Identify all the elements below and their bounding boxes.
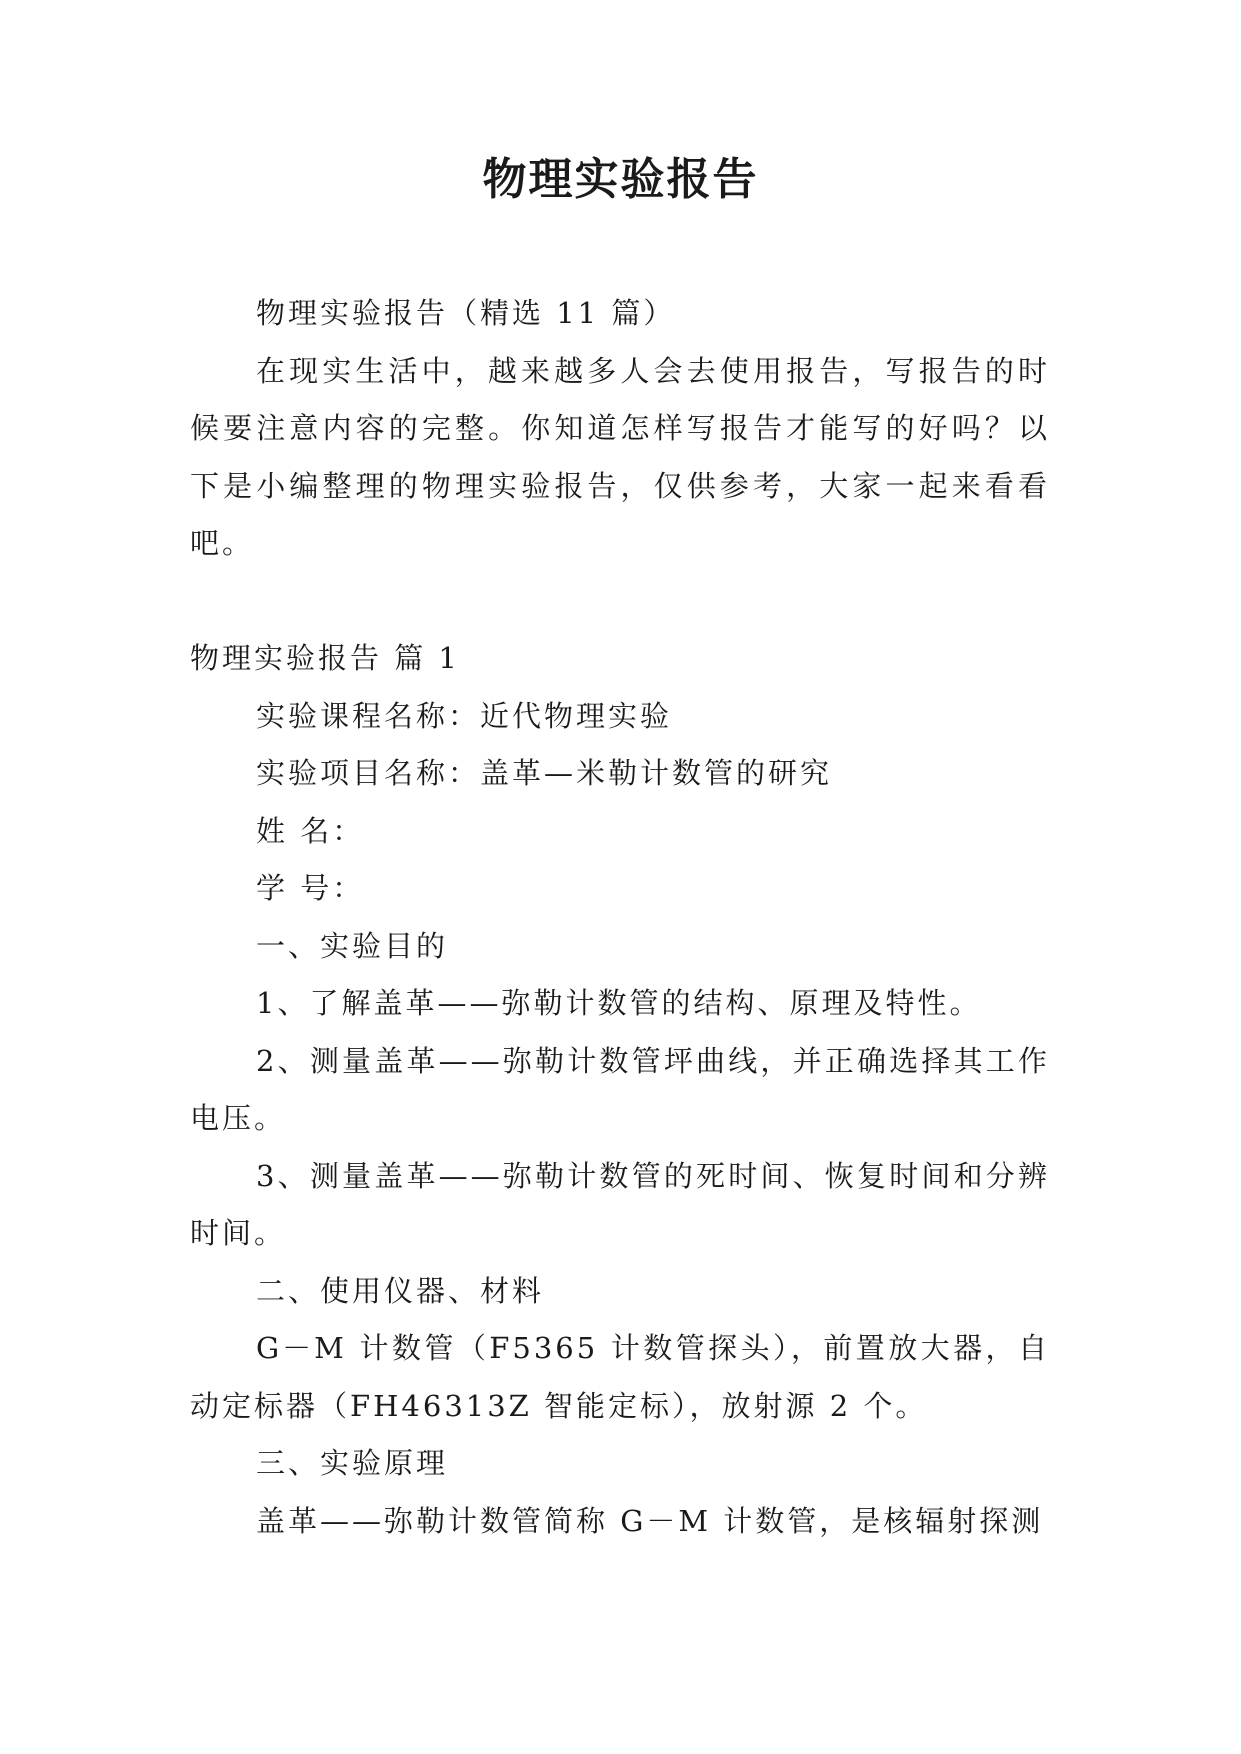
- section-heading: 物理实验报告 篇 1: [190, 641, 460, 675]
- document-body: [190, 285, 1050, 1550]
- paragraph: 二、使用仪器、材料: [256, 1273, 545, 1308]
- paragraph: 学 号：: [256, 871, 365, 905]
- paragraph: 姓 名：: [256, 813, 365, 848]
- paragraph: G－M 计数管（F5365 计数管探头），前置放大器，自动定标器（FH46313Z 智能定标），放射源 2 个。: [190, 1331, 1050, 1423]
- paragraph: 物理实验报告（精选 11 篇）: [256, 296, 676, 330]
- paragraph: 1、了解盖革——弥勒计数管的结构、原理及特性。: [256, 986, 982, 1020]
- paragraph: 3、测量盖革——弥勒计数管的死时间、恢复时间和分辨时间。: [190, 1158, 1050, 1250]
- paragraph: 一、实验目的: [256, 928, 449, 963]
- paragraph: 盖革——弥勒计数管简称 G－M 计数管，是核辐射探测: [256, 1503, 1044, 1538]
- paragraph: 三、实验原理: [256, 1446, 449, 1480]
- paragraph: 2、测量盖革——弥勒计数管坪曲线，并正确选择其工作电压。: [190, 1043, 1050, 1135]
- paragraph: 在现实生活中，越来越多人会去使用报告，写报告的时候要注意内容的完整。你知道怎样写报告才能写的好吗？以下是小编整理的物理实验报告，仅供参考，大家一起来看看吧。: [190, 353, 1050, 560]
- paragraph: 实验课程名称：近代物理实验: [256, 698, 673, 733]
- document-title: 物理实验报告: [482, 154, 759, 205]
- paragraph-spacer: [190, 573, 1050, 631]
- paragraph: 实验项目名称：盖革—米勒计数管的研究: [256, 756, 833, 790]
